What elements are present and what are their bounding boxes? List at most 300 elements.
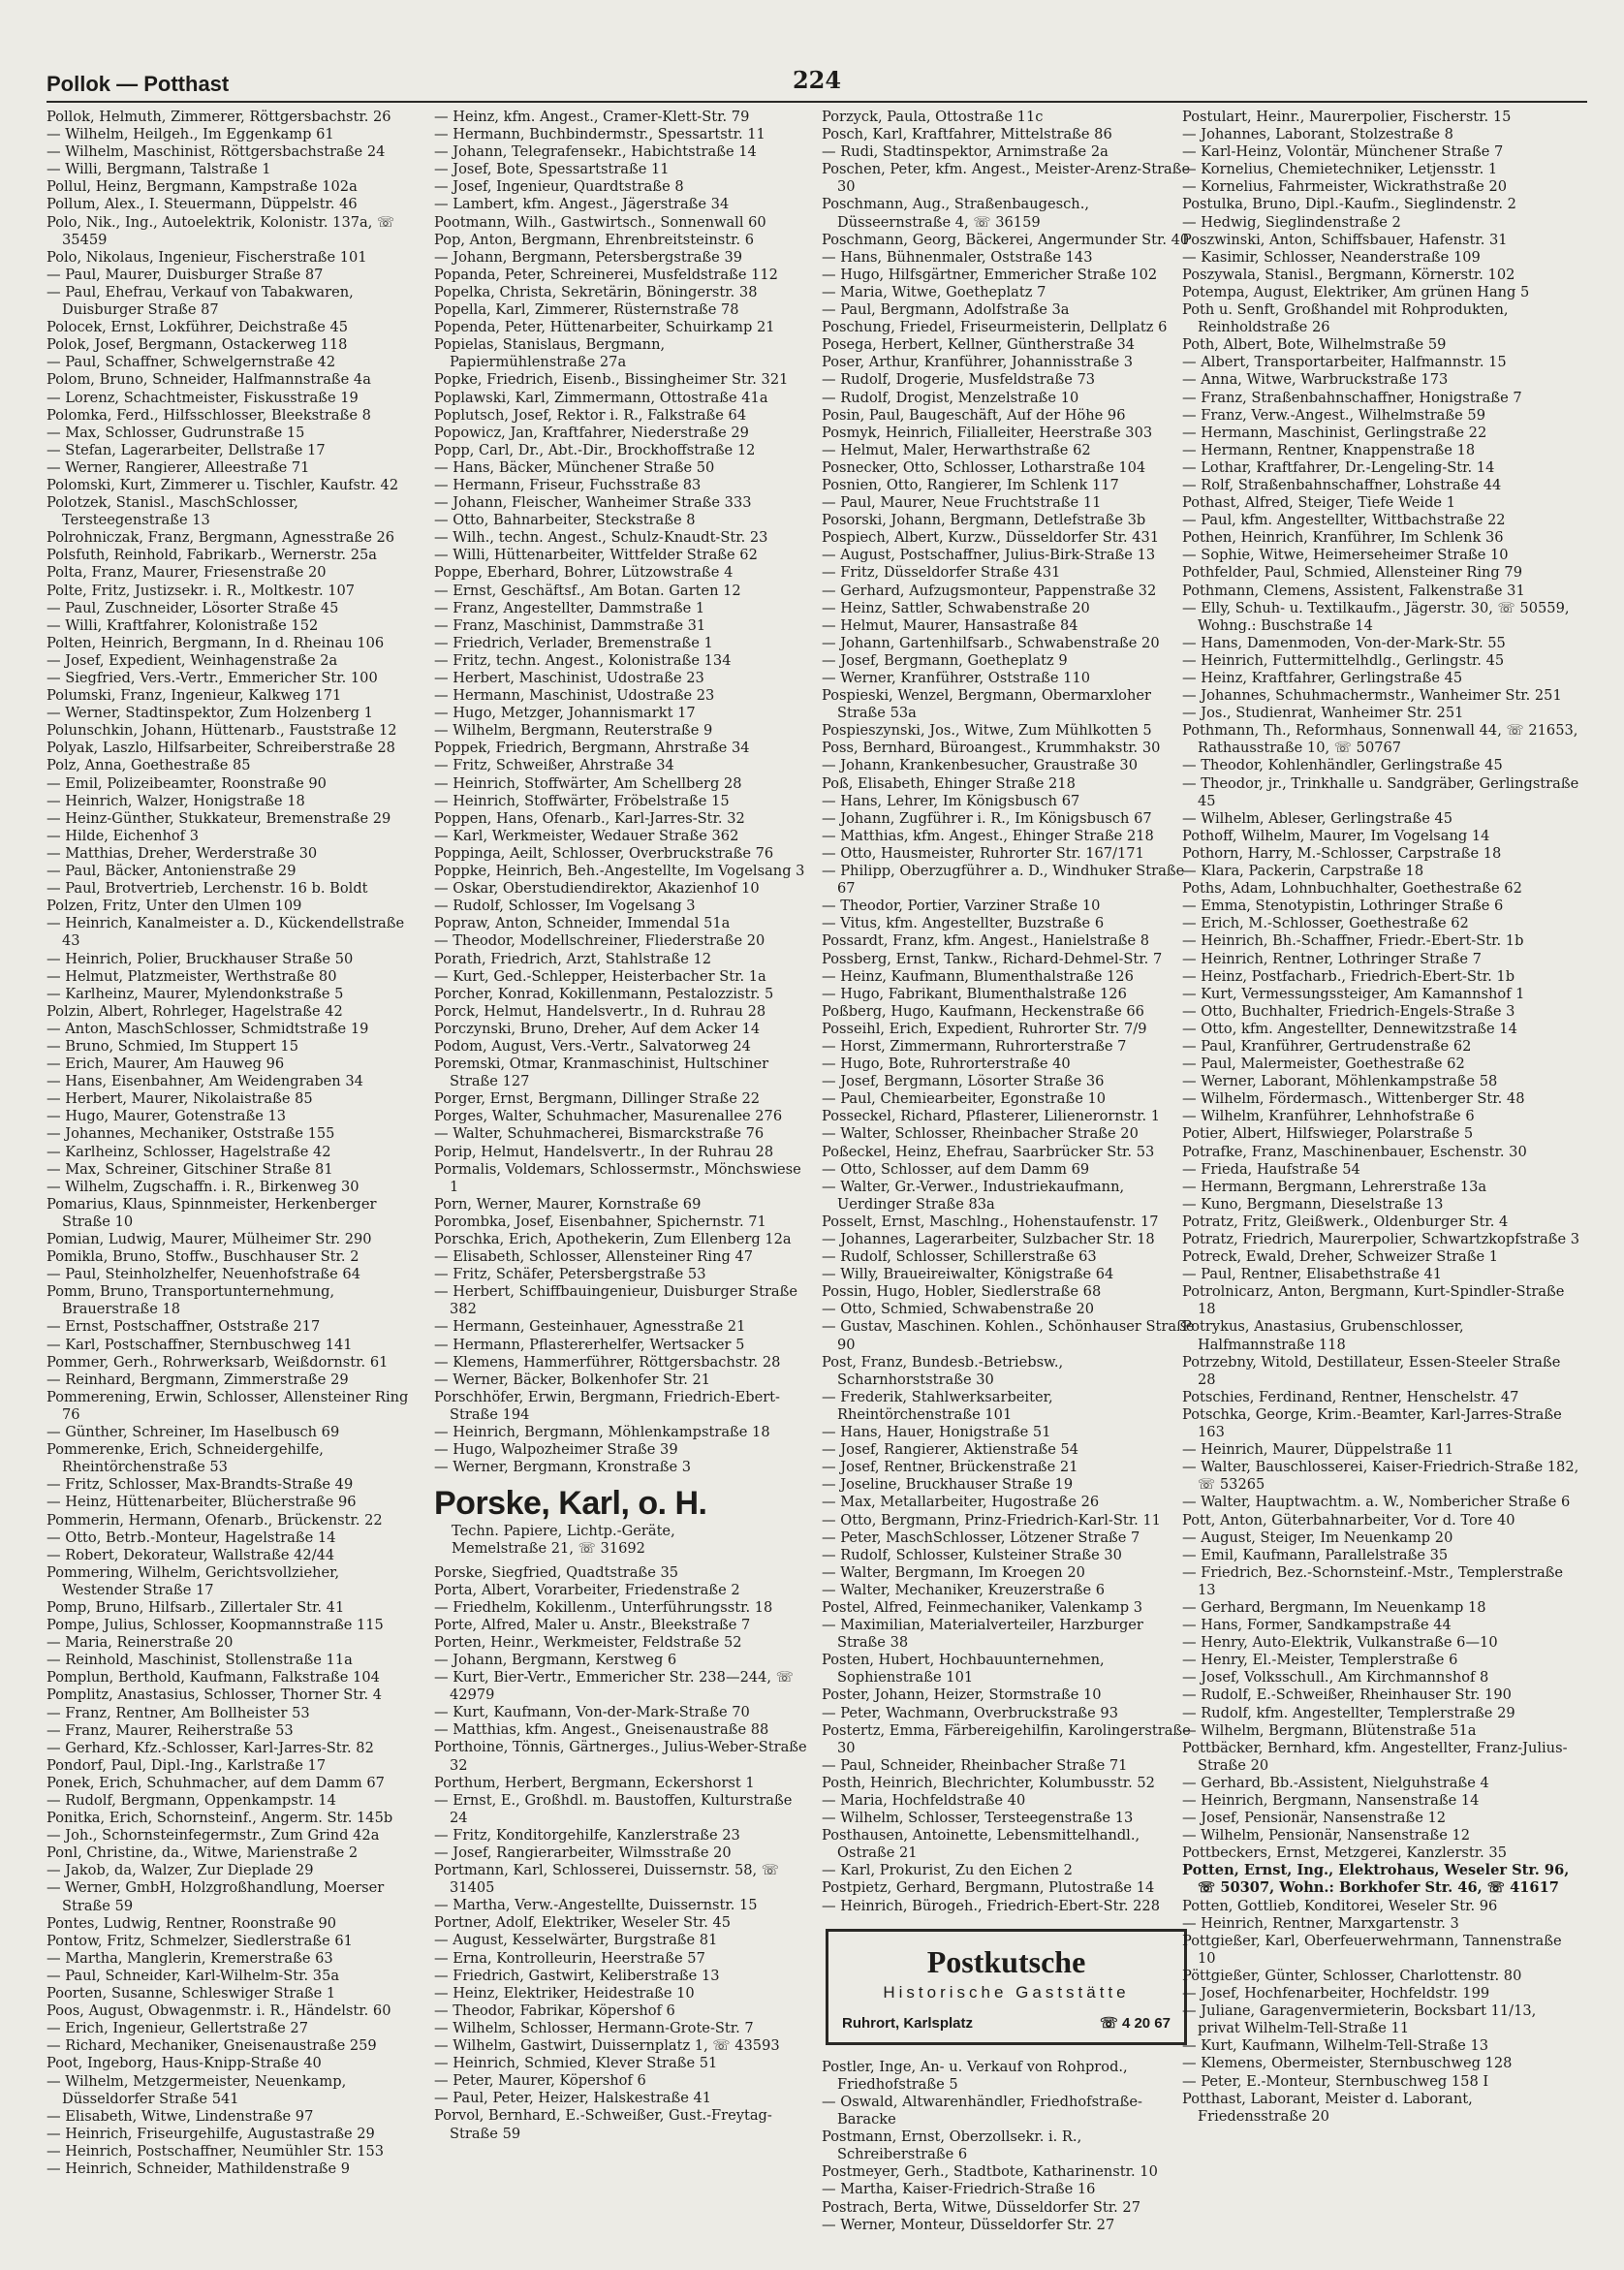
directory-entry: — Matthias, kfm. Angest., Gneisenaustraße 88	[434, 1721, 769, 1739]
directory-entry: Polrohniczak, Franz, Bergmann, Agnesstraße 26	[47, 529, 395, 547]
directory-entry: — Anna, Witwe, Warbruckstraße 173	[1182, 371, 1449, 389]
directory-entry: — Henry, El.-Meister, Templerstraße 6	[1182, 1652, 1458, 1669]
directory-entry: — Herbert, Maurer, Nikolaistraße 85	[47, 1090, 313, 1108]
directory-entry: — Paul, Bäcker, Antonienstraße 29	[47, 863, 297, 880]
directory-entry: Pormalis, Voldemars, Schlossermstr., Mönchswiese 1	[434, 1160, 801, 1195]
directory-entry: — Heinrich, Polier, Bruckhauser Straße 50	[47, 950, 354, 967]
directory-entry: — Maria, Hochfeldstraße 40	[822, 1792, 1026, 1809]
directory-entry: — Wilhelm, Maschinist, Röttgersbachstraße 24	[47, 143, 386, 161]
directory-entry: Poppinga, Aeilt, Schlosser, Overbruckstraße 76	[434, 844, 774, 862]
directory-entry: — Otto, Hausmeister, Ruhrorter Str. 167/171	[822, 844, 1144, 862]
directory-entry: Pomm, Bruno, Transportunternehmung, Brauerstraße 18	[47, 1283, 335, 1318]
directory-entry: Porck, Helmut, Handelsvertr., In d. Ruhrau 28	[434, 1002, 766, 1020]
directory-entry: — Hugo, Metzger, Johannismarkt 17	[434, 705, 696, 722]
directory-entry: — Heinrich, Kanalmeister a. D., Kückendellstraße 43	[47, 915, 405, 950]
directory-entry: — Rudolf, Schlosser, Kulsteiner Straße 30	[822, 1546, 1122, 1563]
directory-entry: — Maximilian, Materialverteiler, Harzburger Straße 38	[822, 1617, 1143, 1652]
directory-entry: — Karl, Prokurist, Zu den Eichen 2	[822, 1862, 1073, 1879]
directory-entry: Pootmann, Wilh., Gastwirtsch., Sonnenwall 60	[434, 213, 766, 231]
directory-entry: — Werner, Stadtinspektor, Zum Holzenberg 1	[47, 705, 373, 722]
directory-entry: Poss, Bernhard, Büroangest., Krummhakstr. 30	[822, 740, 1161, 757]
directory-entry: — Fritz, Schweißer, Ahrstraße 34	[434, 757, 674, 774]
directory-entry: Poorten, Susanne, Schleswiger Straße 1	[47, 1985, 336, 2002]
directory-entry: Pomplitz, Anastasius, Schlosser, Thorner Str. 4	[47, 1687, 383, 1704]
directory-entry: — Fritz, Düsseldorfer Straße 431	[822, 564, 1061, 582]
directory-entry: Porte, Alfred, Maler u. Anstr., Bleekstraße 7	[434, 1616, 751, 1633]
directory-entry: Polyak, Laszlo, Hilfsarbeiter, Schreiberstraße 28	[47, 740, 395, 757]
directory-entry: Posin, Paul, Baugeschäft, Auf der Höhe 96	[822, 406, 1126, 424]
directory-entry: Poppke, Heinrich, Beh.-Angestellte, Im Vogelsang 3	[434, 863, 805, 880]
directory-entry: Pothfelder, Paul, Schmied, Allensteiner Ring 79	[1182, 564, 1522, 582]
directory-entry: — Paul, Schaffner, Schwelgernstraße 42	[47, 354, 336, 371]
directory-entry: Posseihl, Erich, Expedient, Ruhrorter Str. 7/9	[822, 1020, 1147, 1037]
directory-entry: — Emma, Stenotypistin, Lothringer Straße 6	[1182, 898, 1504, 915]
directory-entry: — Maria, Witwe, Goetheplatz 7	[822, 283, 1046, 300]
directory-entry: Posmyk, Heinrich, Filialleiter, Heerstraße 303	[822, 424, 1153, 441]
directory-entry: — Heinrich, Futtermittelhdlg., Gerlingstr. 45	[1182, 651, 1505, 669]
directory-entry: — Friedrich, Bez.-Schornsteinf.-Mstr., Templerstraße 13	[1182, 1563, 1564, 1598]
directory-entry: — Heinrich, Postschaffner, Neumühler Str. 153	[47, 2142, 385, 2160]
directory-entry: — Johann, Gartenhilfsarb., Schwabenstraße 20	[822, 634, 1160, 651]
directory-entry: Porschka, Erich, Apothekerin, Zum Ellenberg 12a	[434, 1231, 792, 1247]
directory-entry: Polomski, Kurt, Zimmerer u. Tischler, Kaufstr. 42	[47, 476, 399, 493]
directory-entry: — Klara, Packerin, Carpstraße 18	[1182, 863, 1424, 880]
directory-entry: — Franz, Maurer, Reiherstraße 53	[47, 1721, 294, 1739]
directory-entry: — Richard, Mechaniker, Gneisenaustraße 259	[47, 2037, 377, 2055]
directory-entry: — Werner, Laborant, Möhlenkampstraße 58	[1182, 1073, 1498, 1090]
postkutsche-ad-subtitle: Historische Gaststätte	[883, 1982, 1130, 2002]
directory-entry: — Werner, Monteur, Düsseldorfer Str. 27	[822, 2216, 1115, 2233]
directory-entry: Post, Franz, Bundesb.-Betriebsw., Scharnhorststraße 30	[822, 1353, 1064, 1388]
directory-entry: — Hugo, Maurer, Gotenstraße 13	[47, 1108, 287, 1125]
directory-entry: — Otto, Buchhalter, Friedrich-Engels-Straße 3	[1182, 1002, 1515, 1020]
directory-entry: Pothmann, Clemens, Assistent, Falkenstraße 31	[1182, 582, 1525, 599]
directory-entry: — Oskar, Oberstudiendirektor, Akazienhof 10	[434, 880, 760, 898]
directory-entry: Porip, Helmut, Handelsvertr., In der Ruhrau 28	[434, 1143, 774, 1160]
directory-entry: Potier, Albert, Hilfswieger, Polarstraße 5	[1182, 1125, 1474, 1143]
directory-entry: — Helmut, Maurer, Hansastraße 84	[822, 616, 1078, 634]
directory-entry: — Rudolf, Schlosser, Im Vogelsang 3	[434, 898, 696, 915]
directory-entry: Polz, Anna, Goethestraße 85	[47, 757, 251, 774]
directory-entry: Popenda, Peter, Hüttenarbeiter, Schuirkamp 21	[434, 319, 775, 336]
directory-entry: — Karlheinz, Schlosser, Hagelstraße 42	[47, 1143, 331, 1160]
directory-entry: — Johann, Bergmann, Petersbergstraße 39	[434, 248, 743, 266]
directory-entry: — Matthias, kfm. Angest., Ehinger Straße 218	[822, 827, 1154, 844]
column-3	[822, 109, 1195, 2262]
directory-entry: — Kasimir, Schlosser, Neanderstraße 109	[1182, 248, 1481, 266]
directory-entry: Polumski, Franz, Ingenieur, Kalkweg 171	[47, 687, 342, 705]
directory-entry: — Theodor, Modellschreiner, Fliederstraße 20	[434, 932, 765, 950]
directory-entry: — Rudolf, E.-Schweißer, Rheinhauser Str. 190	[1182, 1687, 1512, 1704]
directory-entry: Porn, Werner, Maurer, Kornstraße 69	[434, 1195, 702, 1213]
directory-entry: Posthausen, Antoinette, Lebensmittelhandl., Ostraße 21	[822, 1827, 1140, 1862]
directory-entry: Potratz, Friedrich, Maurerpolier, Schwartzkopfstraße 3	[1182, 1231, 1579, 1247]
directory-entry: Pomarius, Klaus, Spinnmeister, Herkenberger Straße 10	[47, 1195, 377, 1230]
directory-entry: Posseckel, Richard, Pflasterer, Lilienerornstr. 1	[822, 1108, 1161, 1125]
directory-entry: Porges, Walter, Schuhmacher, Masurenallee 276	[434, 1108, 783, 1125]
column-2	[434, 109, 807, 2262]
directory-entry: — Rudi, Stadtinspektor, Arnimstraße 2a	[822, 143, 1109, 161]
directory-entry: Posnien, Otto, Rangierer, Im Schlenk 117	[822, 476, 1119, 493]
directory-entry: — Gustav, Maschinen. Kohlen., Schönhauser Straße 90	[822, 1318, 1195, 1353]
directory-entry: — Martha, Kaiser-Friedrich-Straße 16	[822, 2181, 1096, 2198]
directory-entry: — Willi, Bergmann, Talstraße 1	[47, 161, 271, 178]
directory-entry: — Werner, Bergmann, Kronstraße 3	[434, 1459, 692, 1476]
directory-entry: — Henry, Auto-Elektrik, Vulkanstraße 6—10	[1182, 1634, 1498, 1652]
header-rule	[47, 101, 1587, 103]
directory-entry: — Otto, kfm. Angestellter, Dennewitzstraße 14	[1182, 1020, 1517, 1037]
directory-entry: Porthum, Herbert, Bergmann, Eckershorst 1	[434, 1774, 755, 1791]
directory-entry: Postmeyer, Gerh., Stadtbote, Katharinenstr. 10	[822, 2163, 1158, 2181]
directory-entry: — Kornelius, Fahrmeister, Wickrathstraße 20	[1182, 178, 1508, 196]
directory-entry: — Herbert, Schiffbauingenieur, Duisburger Straße 382	[434, 1283, 798, 1318]
directory-entry: Polta, Franz, Maurer, Friesenstraße 20	[47, 564, 327, 582]
directory-entry: Potempa, August, Elektriker, Am grünen Hang 5	[1182, 283, 1530, 300]
directory-entry: Pothorn, Harry, M.-Schlosser, Carpstraße 18	[1182, 844, 1502, 862]
directory-entry: Posten, Hubert, Hochbauunternehmen, Sophienstraße 101	[822, 1652, 1105, 1687]
directory-entry: Popp, Carl, Dr., Abt.-Dir., Brockhoffstraße 12	[434, 441, 756, 458]
directory-entry: Pothen, Heinrich, Kranführer, Im Schlenk 36	[1182, 529, 1504, 547]
directory-entry: — Max, Schlosser, Gudrunstraße 15	[47, 424, 305, 441]
directory-entry: — Johannes, Laborant, Stolzestraße 8	[1182, 126, 1453, 143]
directory-entry: — Heinrich, Stoffwärter, Am Schellberg 28	[434, 774, 742, 792]
directory-entry: — Lothar, Kraftfahrer, Dr.-Lengeling-Str. 14	[1182, 458, 1495, 476]
directory-entry: — Willi, Kraftfahrer, Kolonistraße 152	[47, 616, 319, 634]
directory-entry: Pondorf, Paul, Dipl.-Ing., Karlstraße 17	[47, 1756, 327, 1774]
directory-entry: Pommer, Gerh., Rohrwerksarb, Weißdornstr. 61	[47, 1353, 389, 1371]
directory-entry: Poser, Arthur, Kranführer, Johannisstraße 3	[822, 354, 1134, 371]
directory-entry: — Sophie, Witwe, Heimerseheimer Straße 10	[1182, 547, 1509, 564]
directory-entry: — Martha, Verw.-Angestellte, Duissernstr. 15	[434, 1897, 758, 1914]
directory-entry: Postulka, Bruno, Dipl.-Kaufm., Sieglindenstr. 2	[1182, 196, 1516, 213]
directory-entry: Pop, Anton, Bergmann, Ehrenbreitsteinstr. 6	[434, 231, 755, 248]
directory-entry: — Gerhard, Bb.-Assistent, Nielguhstraße 4	[1182, 1774, 1489, 1791]
directory-entry: Pomplun, Berthold, Kaufmann, Falkstraße 104	[47, 1669, 380, 1687]
directory-entry: Popanda, Peter, Schreinerei, Musfeldstraße 112	[434, 266, 778, 283]
directory-entry: — Wilhelm, Pensionär, Nansenstraße 12	[1182, 1827, 1471, 1844]
directory-entry: — Hugo, Walpozheimer Straße 39	[434, 1441, 678, 1459]
directory-entry: — Rolf, Straßenbahnschaffner, Lohstraße 44	[1182, 476, 1502, 493]
directory-entry: — Helmut, Maler, Herwarthstraße 62	[822, 441, 1091, 458]
directory-entry: Popraw, Anton, Schneider, Immendal 51a	[434, 915, 731, 932]
directory-entry: — Jakob, da, Walzer, Zur Dieplade 29	[47, 1862, 314, 1879]
directory-entry: Porschhöfer, Erwin, Bergmann, Friedrich-Ebert-Straße 194	[434, 1388, 780, 1423]
directory-entry: — Fritz, Schäfer, Petersbergstraße 53	[434, 1266, 706, 1283]
directory-entry: — Otto, Bahnarbeiter, Steckstraße 8	[434, 512, 696, 529]
directory-entry: Popowicz, Jan, Kraftfahrer, Niederstraße 29	[434, 424, 749, 441]
directory-entry: — Wilhelm, Metzgermeister, Neuenkamp, Düsseldorfer Straße 541	[47, 2072, 347, 2107]
directory-entry: — Erich, M.-Schlosser, Goethestraße 62	[1182, 915, 1469, 932]
directory-entry: — Kornelius, Chemietechniker, Letjensstr. 1	[1182, 161, 1498, 178]
directory-entry: Potrolnicarz, Anton, Bergmann, Kurt-Spindler-Straße 18	[1182, 1283, 1565, 1318]
directory-entry: Pottbäcker, Bernhard, kfm. Angestellter, Franz-Julius-Straße 20	[1182, 1739, 1568, 1774]
directory-entry: Potten, Gottlieb, Konditorei, Weseler Str. 96	[1182, 1897, 1498, 1914]
directory-entry: Pott, Anton, Güterbahnarbeiter, Vor d. Tore 40	[1182, 1511, 1515, 1529]
directory-entry: — Heinz, Hüttenarbeiter, Blücherstraße 96	[47, 1494, 357, 1511]
postkutsche-ad-phone: ☏ 4 20 67	[1100, 2014, 1171, 2032]
directory-entry: — Albert, Transportarbeiter, Halfmannstr. 15	[1182, 354, 1507, 371]
directory-entry: — Franz, Straßenbahnschaffner, Honigstraße 7	[1182, 389, 1522, 406]
directory-entry: — Bruno, Schmied, Im Stuppert 15	[47, 1037, 299, 1055]
directory-entry: Posch, Karl, Kraftfahrer, Mittelstraße 86	[822, 126, 1112, 143]
directory-entry: — Wilhelm, Ableser, Gerlingstraße 45	[1182, 809, 1453, 827]
directory-entry: — Heinz, kfm. Angest., Cramer-Klett-Str. 79	[434, 109, 750, 125]
directory-entry: — Wilh., techn. Angest., Schulz-Knaudt-Str. 23	[434, 529, 768, 547]
directory-entry: — Hugo, Fabrikant, Blumenthalstraße 126	[822, 985, 1127, 1002]
directory-entry: — Werner, GmbH, Holzgroßhandlung, Moerser Straße 59	[47, 1879, 385, 1914]
directory-entry: — Ernst, E., Großhdl. m. Baustoffen, Kulturstraße 24	[434, 1791, 793, 1826]
page-number: 224	[792, 66, 842, 94]
directory-entry: — Theodor, Portier, Varziner Straße 10	[822, 898, 1101, 915]
directory-entry: — Paul, Ehefrau, Verkauf von Tabakwaren, Duisburger Straße 87	[47, 283, 354, 319]
directory-entry: — Klemens, Obermeister, Sternbuschweg 128	[1182, 2055, 1513, 2072]
directory-entry: — Otto, Schlosser, auf dem Damm 69	[822, 1160, 1090, 1178]
directory-entry: Portmann, Karl, Schlosserei, Duissernstr. 58, ☏ 31405	[434, 1862, 780, 1897]
directory-entry: — Wilhelm, Fördermasch., Wittenberger Str. 48	[1182, 1090, 1525, 1108]
directory-entry: Polocek, Ernst, Lokführer, Deichstraße 45	[47, 319, 349, 336]
directory-entry: — Karl, Postschaffner, Sternbuschweg 141	[47, 1336, 353, 1353]
directory-entry: — Heinrich, Maurer, Düppelstraße 11	[1182, 1441, 1454, 1459]
directory-entry: — Kurt, Kaufmann, Von-der-Mark-Straße 70	[434, 1704, 750, 1721]
directory-entry: — Walter, Gr.-Verwer., Industriekaufmann, Uerdinger Straße 83a	[822, 1178, 1125, 1213]
directory-entry: Poplutsch, Josef, Rektor i. R., Falkstraße 64	[434, 406, 747, 424]
directory-entry: — Hilde, Eichenhof 3	[47, 827, 199, 844]
directory-entry: — Heinrich, Schmied, Klever Straße 51	[434, 2055, 718, 2072]
directory-entry: Polunschkin, Johann, Hüttenarb., Fauststraße 12	[47, 722, 397, 740]
directory-entry: — Paul, Maurer, Duisburger Straße 87	[47, 266, 324, 283]
directory-entry: Possberg, Ernst, Tankw., Richard-Dehmel-Str. 7	[822, 950, 1163, 967]
directory-entry: — Paul, Malermeister, Goethestraße 62	[1182, 1056, 1465, 1073]
directory-entry: Popella, Karl, Zimmerer, Rüsternstraße 78	[434, 301, 739, 319]
directory-entry: Pothmann, Th., Reformhaus, Sonnenwall 44, ☏ 21653, Rathausstraße 10, ☏ 50767	[1182, 722, 1578, 757]
directory-entry: — Paul, Kranführer, Gertrudenstraße 62	[1182, 1037, 1472, 1055]
directory-entry: Poth, Albert, Bote, Wilhelmstraße 59	[1182, 336, 1447, 354]
directory-entry: — Karl, Werkmeister, Wedauer Straße 362	[434, 827, 739, 844]
directory-entry: Porta, Albert, Vorarbeiter, Friedenstraße 2	[434, 1581, 740, 1598]
porske-ad-line1: Techn. Papiere, Lichtp.-Geräte,	[452, 1523, 675, 1540]
directory-entry: Pommerenke, Erich, Schneidergehilfe, Rheintörchenstraße 53	[47, 1441, 324, 1476]
directory-entry: — Theodor, jr., Trinkhalle u. Sandgräber, Gerlingstraße 45	[1182, 774, 1579, 809]
directory-entry: — Juliane, Garagenvermieterin, Bocksbart 11/13, privat Wilhelm-Tell-Straße 11	[1182, 2002, 1537, 2037]
directory-entry: Potrykus, Anastasius, Grubenschlosser, Halfmannstraße 118	[1182, 1318, 1464, 1353]
directory-entry: — Kurt, Vermessungssteiger, Am Kamannshof 1	[1182, 985, 1525, 1002]
directory-entry: Pompe, Julius, Schlosser, Koopmannstraße 115	[47, 1617, 384, 1634]
directory-entry: Postrach, Berta, Witwe, Düsseldorfer Str. 27	[822, 2198, 1140, 2216]
directory-entry: — Heinz, Postfacharb., Friedrich-Ebert-Str. 1b	[1182, 967, 1515, 985]
directory-entry: Potrafke, Franz, Maschinenbauer, Eschenstr. 30	[1182, 1143, 1527, 1160]
directory-entry: Poppe, Eberhard, Bohrer, Lützowstraße 4	[434, 564, 734, 582]
directory-entry: — Lorenz, Schachtmeister, Fiskusstraße 19	[47, 389, 359, 406]
directory-entry: — Hugo, Bote, Ruhrorterstraße 40	[822, 1056, 1071, 1073]
directory-entry: Postulart, Heinr., Maurerpolier, Fischerstr. 15	[1182, 109, 1512, 125]
directory-entry: — Fritz, techn. Angest., Kolonistraße 134	[434, 651, 732, 669]
directory-entry: — Reinhard, Bergmann, Zimmerstraße 29	[47, 1371, 349, 1388]
directory-entry: — Heinrich, Rentner, Marxgartenstr. 3	[1182, 1914, 1459, 1932]
directory-entry: Popke, Friedrich, Eisenb., Bissingheimer Str. 321	[434, 371, 789, 389]
directory-entry: Polzen, Fritz, Unter den Ulmen 109	[47, 898, 302, 915]
directory-entry: — Johann, Bergmann, Kerstweg 6	[434, 1651, 677, 1668]
directory-entry: — Peter, MaschSchlosser, Lötzener Straße 7	[822, 1529, 1140, 1546]
directory-entry: Postertz, Emma, Färbereigehilfin, Karolingerstraße 30	[822, 1721, 1191, 1756]
directory-entry: — Heinz, Kraftfahrer, Gerlingstraße 45	[1182, 670, 1463, 686]
directory-entry: — Josef, Rentner, Brückenstraße 21	[822, 1459, 1078, 1476]
directory-entry: — Werner, Kranführer, Oststraße 110	[822, 670, 1091, 686]
directory-entry: — Walter, Bergmann, Im Kroegen 20	[822, 1563, 1085, 1581]
directory-entry: — Hermann, Maschinist, Gerlingstraße 22	[1182, 424, 1487, 441]
directory-entry: — August, Kesselwärter, Burgstraße 81	[434, 1932, 718, 1949]
directory-entry: Poschmann, Georg, Bäckerei, Angermunder Str. 40	[822, 231, 1190, 248]
directory-entry: Pollul, Heinz, Bergmann, Kampstraße 102a	[47, 178, 358, 196]
directory-entry: Possardt, Franz, kfm. Angest., Hanielstraße 8	[822, 932, 1150, 950]
directory-entry: — Friedrich, Verlader, Bremenstraße 1	[434, 634, 713, 651]
directory-entry: Polsfuth, Reinhold, Fabrikarb., Wernerstr. 25a	[47, 547, 377, 564]
directory-entry: — Heinrich, Rentner, Lothringer Straße 7	[1182, 950, 1482, 967]
directory-entry: — Rudolf, kfm. Angestellter, Templerstraße 29	[1182, 1704, 1515, 1721]
directory-entry: — Klemens, Hammerführer, Röttgersbachstr. 28	[434, 1353, 781, 1371]
directory-entry: Postmann, Ernst, Oberzollsekr. i. R., Schreiberstraße 6	[822, 2128, 1082, 2163]
directory-entry-bold: Potten, Ernst, Ing., Elektrohaus, Weseler Str. 96, ☏ 50307, Wohn.: Borkhofer Str. 46, ☏ 41617	[1182, 1862, 1570, 1897]
directory-entry: — Maria, Reinerstraße 20	[47, 1634, 234, 1652]
directory-entry: Poßberg, Hugo, Kaufmann, Heckenstraße 66	[822, 1002, 1144, 1020]
directory-entry: — Willy, Braueireiwalter, Königstraße 64	[822, 1266, 1114, 1283]
directory-entry: — Hedwig, Sieglindenstraße 2	[1182, 213, 1401, 231]
directory-entry: — Ernst, Geschäftsf., Am Botan. Garten 12	[434, 582, 741, 599]
directory-entry: — Wilhelm, Heilgeh., Im Eggenkamp 61	[47, 126, 334, 143]
directory-entry: Poschen, Peter, kfm. Angest., Meister-Arenz-Straße 30	[822, 161, 1191, 196]
directory-entry: Pollok, Helmuth, Zimmerer, Röttgersbachstr. 26	[47, 109, 391, 125]
directory-entry: — Heinrich, Stoffwärter, Fröbelstraße 15	[434, 792, 730, 809]
directory-entry: — Hermann, Maschinist, Udostraße 23	[434, 687, 715, 705]
directory-entry: — Hermann, Rentner, Knappenstraße 18	[1182, 441, 1476, 458]
directory-entry: Polom, Bruno, Schneider, Halfmannstraße 4a	[47, 371, 371, 389]
directory-entry: Poths, Adam, Lohnbuchhalter, Goethestraße 62	[1182, 880, 1522, 898]
directory-entry: — Paul, Bergmann, Adolfstraße 3a	[822, 301, 1070, 319]
directory-entry: — Joseline, Bruckhauser Straße 19	[822, 1476, 1074, 1494]
directory-entry: — Heinz, Elektriker, Heidestraße 10	[434, 1984, 695, 2002]
directory-entry: — Hans, Eisenbahner, Am Weidengraben 34	[47, 1073, 363, 1090]
directory-entry: — Werner, Rangierer, Alleestraße 71	[47, 458, 310, 476]
directory-entry: Potschka, George, Krim.-Beamter, Karl-Jarres-Straße 163	[1182, 1405, 1562, 1441]
directory-entry: Poster, Johann, Heizer, Stormstraße 10	[822, 1687, 1102, 1704]
directory-entry: — Hermann, Pflastererhelfer, Wertsacker 5	[434, 1336, 745, 1353]
directory-entry: — Paul, Zuschneider, Lösorter Straße 45	[47, 599, 339, 616]
directory-entry: — Paul, Steinholzhelfer, Neuenhofstraße 64	[47, 1266, 360, 1283]
directory-entry: Porvol, Bernhard, E.-Schweißer, Gust.-Freytag-Straße 59	[434, 2107, 772, 2142]
directory-entry: Poremski, Otmar, Kranmaschinist, Hultschiner Straße 127	[434, 1056, 769, 1090]
directory-entry: — Werner, Bäcker, Bolkenhofer Str. 21	[434, 1371, 711, 1388]
directory-entry: — Friedhelm, Kokillenm., Unterführungsstr. 18	[434, 1598, 773, 1616]
directory-entry: — Peter, Wachmann, Overbruckstraße 93	[822, 1704, 1118, 1721]
directory-entry: Porten, Heinr., Werkmeister, Feldstraße 52	[434, 1633, 742, 1651]
directory-entry: — Wilhelm, Bergmann, Reuterstraße 9	[434, 722, 713, 740]
directory-entry: Pommerening, Erwin, Schlosser, Allensteiner Ring 76	[47, 1388, 409, 1423]
directory-entry: — Fritz, Konditorgehilfe, Kanzlerstraße 23	[434, 1826, 740, 1844]
directory-entry: Posselt, Ernst, Maschlng., Hohenstaufenstr. 17	[822, 1213, 1159, 1230]
directory-entry: — Lambert, kfm. Angest., Jägerstraße 34	[434, 196, 730, 213]
directory-entry: — Hans, Former, Sandkampstraße 44	[1182, 1617, 1452, 1634]
directory-entry: Polo, Nik., Ing., Autoelektrik, Kolonistr. 137a, ☏ 35459	[47, 213, 395, 248]
directory-entry: — Vitus, kfm. Angestellter, Buzstraße 6	[822, 915, 1105, 932]
porske-advertisement	[434, 1484, 807, 1558]
column-1	[47, 109, 420, 2262]
directory-entry: — Josef, Rangierer, Aktienstraße 54	[822, 1441, 1079, 1459]
directory-entry: Pospieszynski, Jos., Witwe, Zum Mühlkotten 5	[822, 722, 1152, 740]
directory-entry: Poth u. Senft, Großhandel mit Rohprodukten, Reinholdstraße 26	[1182, 301, 1509, 336]
directory-entry: — Franz, Angestellter, Dammstraße 1	[434, 599, 705, 616]
directory-entry: — Wilhelm, Schlosser, Tersteegenstraße 13	[822, 1810, 1134, 1827]
postkutsche-ad-place: Ruhrort, Karlsplatz	[842, 2014, 974, 2032]
directory-entry: Ponek, Erich, Schuhmacher, auf dem Damm 67	[47, 1774, 385, 1791]
directory-entry: — August, Steiger, Im Neuenkamp 20	[1182, 1529, 1453, 1546]
directory-entry: Portner, Adolf, Elektriker, Weseler Str. 45	[434, 1914, 732, 1932]
directory-entry: Pottbeckers, Ernst, Metzgerei, Kanzlerstr. 35	[1182, 1844, 1507, 1862]
directory-entry: Ponitka, Erich, Schornsteinf., Angerm. Str. 145b	[47, 1810, 393, 1827]
directory-entry: — Heinrich, Walzer, Honigstraße 18	[47, 792, 305, 809]
directory-entry: Pomp, Bruno, Hilfsarb., Zillertaler Str. 41	[47, 1598, 345, 1616]
directory-entry: — Wilhelm, Zugschaffn. i. R., Birkenweg 30	[47, 1178, 359, 1195]
directory-entry: Ponl, Christine, da., Witwe, Marienstraße 2	[47, 1844, 359, 1862]
directory-entry: — Heinrich, Bergmann, Nansenstraße 14	[1182, 1792, 1480, 1809]
directory-entry: — Erich, Ingenieur, Gellertstraße 27	[47, 2020, 309, 2037]
directory-entry: — Johann, Zugführer i. R., Im Königsbusch 67	[822, 809, 1152, 827]
directory-entry: — Paul, Schneider, Karl-Wilhelm-Str. 35a	[47, 1967, 340, 1984]
directory-entry: Potthast, Laborant, Meister d. Laborant, Friedensstraße 20	[1182, 2090, 1473, 2125]
directory-entry: — Philipp, Oberzugführer a. D., Windhuker Straße 67	[822, 863, 1185, 898]
directory-entry: Polzin, Albert, Rohrleger, Hagelstraße 42	[47, 1002, 343, 1020]
directory-entry: — Wilhelm, Bergmann, Blütenstraße 51a	[1182, 1721, 1477, 1739]
directory-entry: — Jos., Studienrat, Wanheimer Str. 251	[1182, 705, 1464, 722]
directory-entry: Porcher, Konrad, Kokillenmann, Pestalozzistr. 5	[434, 985, 774, 1002]
directory-entry: Postel, Alfred, Feinmechaniker, Valenkamp 3	[822, 1598, 1143, 1616]
directory-entry: Polten, Heinrich, Bergmann, In d. Rheinau 106	[47, 634, 385, 651]
directory-entry: — Stefan, Lagerarbeiter, Dellstraße 17	[47, 441, 326, 458]
directory-entry: Potschies, Ferdinand, Rentner, Henschelstr. 47	[1182, 1388, 1519, 1405]
directory-entry: — Kurt, Ged.-Schlepper, Heisterbacher Str. 1a	[434, 967, 766, 985]
directory-entry: — Siegfried, Vers.-Vertr., Emmericher Str. 100	[47, 670, 378, 686]
directory-entry: Postpietz, Gerhard, Bergmann, Plutostraße 14	[822, 1879, 1155, 1897]
directory-entry: — Karlheinz, Maurer, Mylendonkstraße 5	[47, 985, 344, 1002]
directory-entry: — Peter, Maurer, Köpershof 6	[434, 2072, 646, 2090]
directory-entry: — Max, Metallarbeiter, Hugostraße 26	[822, 1494, 1100, 1511]
directory-entry: — Hans, Hauer, Honigstraße 51	[822, 1424, 1051, 1441]
directory-entry: — Anton, MaschSchlosser, Schmidtstraße 19	[47, 1020, 369, 1037]
directory-entry: — Josef, Hochfenarbeiter, Hochfeldstr. 199	[1182, 1985, 1490, 2002]
directory-entry: — Oswald, Altwarenhändler, Friedhofstraße-Baracke	[822, 2093, 1142, 2128]
directory-entry: — Franz, Verw.-Angest., Wilhelmstraße 59	[1182, 406, 1485, 424]
directory-entry: — Johann, Krankenbesucher, Graustraße 30	[822, 757, 1138, 774]
directory-entry: — Rudolf, Bergmann, Oppenkampstr. 14	[47, 1792, 336, 1809]
directory-entry: — Gerhard, Aufzugsmonteur, Pappenstraße 32	[822, 582, 1157, 599]
directory-entry: Pommerin, Hermann, Ofenarb., Brückenstr. 22	[47, 1511, 383, 1529]
directory-entry: — Heinz-Günther, Stukkateur, Bremenstraße 29	[47, 809, 391, 827]
directory-entry: Postler, Inge, An- u. Verkauf von Rohprod., Friedhofstraße 5	[822, 2058, 1128, 2093]
directory-entry: Porath, Friedrich, Arzt, Stahlstraße 12	[434, 950, 712, 967]
porske-ad-line2: Memelstraße 21, ☏ 31692	[452, 1540, 645, 1558]
directory-entry: Porthoine, Tönnis, Gärtnerges., Julius-Weber-Straße 32	[434, 1739, 807, 1774]
directory-entry: — Paul, Brotvertrieb, Lerchenstr. 16 b. Boldt	[47, 880, 368, 898]
directory-entry: — Johannes, Schuhmachermstr., Wanheimer Str. 251	[1182, 687, 1562, 705]
directory-entry: — Herbert, Maschinist, Udostraße 23	[434, 670, 704, 686]
directory-entry: — Robert, Dekorateur, Wallstraße 42/44	[47, 1546, 335, 1563]
directory-entry: — Walter, Bauschlosserei, Kaiser-Friedrich-Straße 182, ☏ 53265	[1182, 1459, 1579, 1494]
directory-entry: — Walter, Mechaniker, Kreuzerstraße 6	[822, 1581, 1106, 1598]
directory-entry: Potreck, Ewald, Dreher, Schweizer Straße 1	[1182, 1248, 1499, 1266]
directory-entry: — August, Postschaffner, Julius-Birk-Straße 13	[822, 547, 1156, 564]
directory-entry: — Karl-Heinz, Volontär, Münchener Straße 7	[1182, 143, 1504, 161]
directory-entry: Poos, August, Obwagenmstr. i. R., Händelstr. 60	[47, 2002, 391, 2020]
directory-entry: — Walter, Schuhmacherei, Bismarckstraße 76	[434, 1125, 765, 1143]
directory-entry: Popielas, Stanislaus, Bergmann, Papiermühlenstraße 27a	[434, 336, 666, 371]
